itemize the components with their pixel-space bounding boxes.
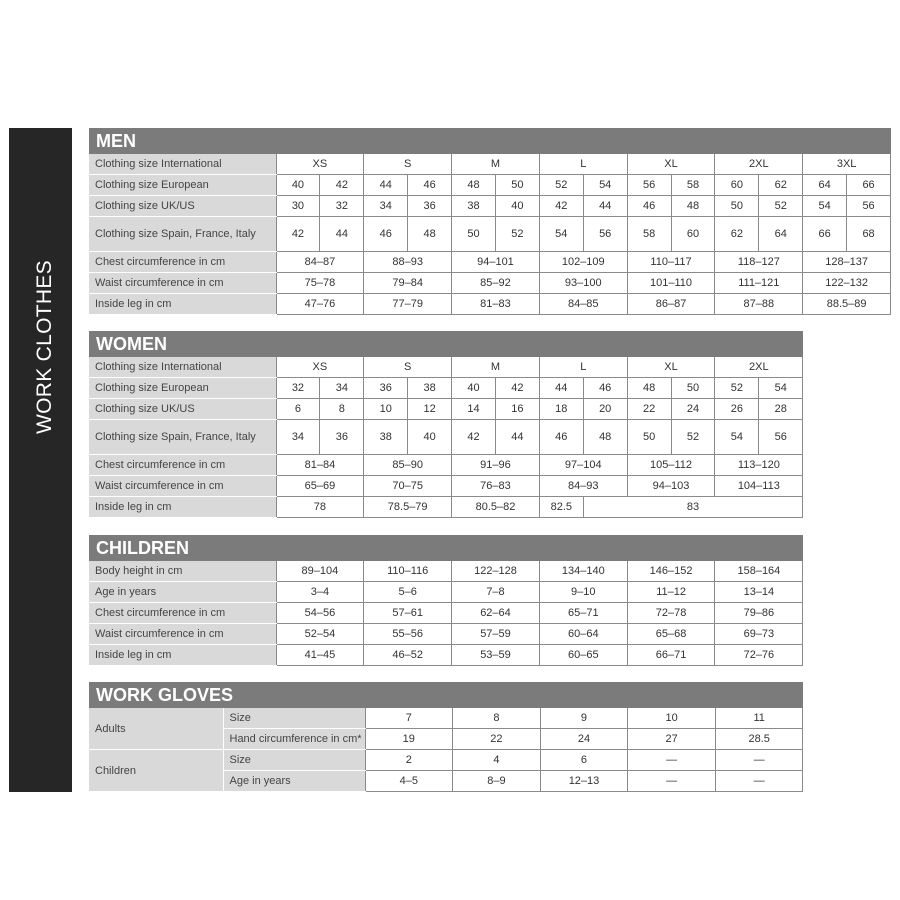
table-cell: 27 [628,729,716,750]
table-cell: 52 [539,175,583,196]
table-cell: 2 [365,750,453,771]
table-cell: 50 [452,217,496,252]
row-label: Age in years [89,582,276,603]
table-cell: 36 [364,378,408,399]
table-cell: 110–116 [364,561,452,582]
table-cell: 62 [715,217,759,252]
table-row [89,294,891,315]
men-section [89,128,891,315]
table-cell: 56 [583,217,627,252]
table-row [89,603,803,624]
table-cell: 102–109 [539,252,627,273]
table-cell: 60 [671,217,715,252]
row-label: Size [223,708,365,729]
table-cell: 28 [759,399,803,420]
table-cell: 9 [540,708,628,729]
table-cell: 78 [276,497,364,518]
table-row [89,455,803,476]
table-cell: S [364,154,452,175]
table-cell: 118–127 [715,252,803,273]
table-cell: 52 [671,420,715,455]
table-cell: 50 [671,378,715,399]
table-cell: 78.5–79 [364,497,452,518]
row-label: Body height in cm [89,561,276,582]
table-cell: 57–59 [452,624,540,645]
women-size-table [89,357,803,518]
table-cell: 60 [715,175,759,196]
table-cell: S [364,357,452,378]
children-section [89,535,803,666]
table-cell: 77–79 [364,294,452,315]
table-cell: 30 [276,196,320,217]
table-cell: 6 [276,399,320,420]
table-cell: 52 [715,378,759,399]
table-cell: L [539,154,627,175]
table-cell: XS [276,154,364,175]
table-cell: 72–78 [627,603,715,624]
table-cell: 46 [583,378,627,399]
table-cell: 66–71 [627,645,715,666]
table-cell: 24 [540,729,628,750]
table-cell: 20 [583,399,627,420]
table-row [89,561,803,582]
table-cell: 50 [715,196,759,217]
table-cell: 54 [803,196,847,217]
table-cell: 62 [759,175,803,196]
table-cell: 81–83 [452,294,540,315]
table-cell: 32 [320,196,364,217]
table-cell: 134–140 [539,561,627,582]
table-cell: 56 [627,175,671,196]
table-cell: 4–5 [365,771,453,792]
table-cell: 62–64 [452,603,540,624]
row-label: Size [223,750,365,771]
table-cell: 84–93 [539,476,627,497]
table-cell: 81–84 [276,455,364,476]
row-label: Clothing size Spain, France, Italy [89,217,276,252]
table-cell: 40 [276,175,320,196]
table-cell: 84–85 [539,294,627,315]
table-cell: 66 [847,175,891,196]
table-cell: 101–110 [627,273,715,294]
table-row [89,624,803,645]
table-row [89,582,803,603]
table-cell: 13–14 [715,582,803,603]
table-cell: 50 [627,420,671,455]
table-cell: 34 [320,378,364,399]
table-cell: 65–71 [539,603,627,624]
table-cell: 146–152 [627,561,715,582]
table-cell: 56 [847,196,891,217]
table-cell: 94–101 [452,252,540,273]
table-cell: 88.5–89 [803,294,891,315]
table-cell: 68 [847,217,891,252]
table-cell: 54 [759,378,803,399]
table-cell: 42 [320,175,364,196]
table-cell: 16 [495,399,539,420]
table-cell: 79–84 [364,273,452,294]
table-cell: 42 [495,378,539,399]
table-cell: 66 [803,217,847,252]
row-label: Waist circumference in cm [89,273,276,294]
row-label: Chest circumference in cm [89,252,276,273]
table-cell: 40 [408,420,452,455]
table-cell: 11–12 [627,582,715,603]
table-cell: 10 [628,708,716,729]
table-cell: 122–128 [452,561,540,582]
table-cell: 5–6 [364,582,452,603]
row-label: Waist circumference in cm [89,476,276,497]
group-label: Adults [89,708,223,750]
men-title: MEN [89,128,891,154]
table-cell: 48 [452,175,496,196]
table-cell: 93–100 [539,273,627,294]
table-cell: 36 [320,420,364,455]
table-cell: 46 [364,217,408,252]
table-cell: 55–56 [364,624,452,645]
row-label: Hand circumference in cm* [223,729,365,750]
women-section [89,331,803,518]
table-cell: 3–4 [276,582,364,603]
row-label: Clothing size International [89,357,276,378]
group-label: Children [89,750,223,792]
table-cell: 122–132 [803,273,891,294]
table-row [89,708,803,729]
table-cell: 40 [495,196,539,217]
table-cell: 111–121 [715,273,803,294]
table-row [89,252,891,273]
table-cell: 128–137 [803,252,891,273]
table-cell: 65–69 [276,476,364,497]
table-row [89,420,803,455]
table-cell: 83 [583,497,802,518]
table-cell: 85–90 [364,455,452,476]
table-cell: 54 [539,217,583,252]
table-cell: 89–104 [276,561,364,582]
table-cell: 8–9 [453,771,541,792]
table-cell: 2XL [715,154,803,175]
table-cell: 44 [583,196,627,217]
table-cell: 87–88 [715,294,803,315]
table-cell: 97–104 [539,455,627,476]
table-cell: 38 [364,420,408,455]
row-label: Clothing size Spain, France, Italy [89,420,276,455]
table-cell: 2XL [715,357,803,378]
table-cell: 22 [453,729,541,750]
table-cell: 44 [495,420,539,455]
table-cell: 40 [452,378,496,399]
table-cell: 69–73 [715,624,803,645]
row-label: Clothing size European [89,175,276,196]
table-row [89,217,891,252]
table-cell: 54 [583,175,627,196]
table-cell: M [452,154,540,175]
table-cell: 28.5 [715,729,803,750]
row-label: Waist circumference in cm [89,624,276,645]
table-cell: 48 [671,196,715,217]
table-cell: 18 [539,399,583,420]
table-cell: 113–120 [715,455,803,476]
table-cell: 46 [627,196,671,217]
table-cell: 46–52 [364,645,452,666]
table-row [89,357,803,378]
table-cell: 52 [759,196,803,217]
table-cell: 54 [715,420,759,455]
table-row [89,154,891,175]
table-cell: 42 [452,420,496,455]
table-cell: 48 [627,378,671,399]
table-cell: 38 [452,196,496,217]
table-cell: XS [276,357,364,378]
table-row [89,378,803,399]
table-cell: 82.5 [539,497,583,518]
table-row [89,175,891,196]
table-cell: XL [627,357,715,378]
table-cell: 8 [320,399,364,420]
table-cell: — [715,750,803,771]
table-row [89,273,891,294]
table-cell: 72–76 [715,645,803,666]
row-label: Clothing size UK/US [89,399,276,420]
table-cell: 79–86 [715,603,803,624]
row-label: Clothing size European [89,378,276,399]
men-size-table [89,154,891,315]
table-cell: 52–54 [276,624,364,645]
table-cell: — [628,750,716,771]
table-cell: 70–75 [364,476,452,497]
table-cell: 76–83 [452,476,540,497]
table-cell: 46 [408,175,452,196]
table-cell: 48 [408,217,452,252]
table-cell: 64 [759,217,803,252]
table-cell: — [628,771,716,792]
gloves-size-table [89,708,803,792]
table-cell: 52 [495,217,539,252]
table-cell: 36 [408,196,452,217]
table-cell: 24 [671,399,715,420]
table-cell: 46 [539,420,583,455]
row-label: Age in years [223,771,365,792]
table-cell: L [539,357,627,378]
table-cell: 58 [627,217,671,252]
table-cell: 91–96 [452,455,540,476]
sidebar-title: WORK CLOTHES [33,260,56,434]
table-cell: 57–61 [364,603,452,624]
table-cell: 6 [540,750,628,771]
gloves-section [89,682,803,792]
table-row [89,399,803,420]
row-label: Chest circumference in cm [89,603,276,624]
table-cell: 42 [276,217,320,252]
row-label: Inside leg in cm [89,645,276,666]
table-cell: — [715,771,803,792]
children-size-table [89,561,803,666]
table-cell: 22 [627,399,671,420]
table-cell: 32 [276,378,320,399]
table-cell: 3XL [803,154,891,175]
table-cell: 44 [539,378,583,399]
sidebar [9,128,72,792]
table-cell: 44 [320,217,364,252]
table-cell: 48 [583,420,627,455]
row-label: Inside leg in cm [89,497,276,518]
children-title: CHILDREN [89,535,803,561]
table-row [89,750,803,771]
table-cell: 7–8 [452,582,540,603]
table-cell: 38 [408,378,452,399]
gloves-title: WORK GLOVES [89,682,803,708]
table-cell: XL [627,154,715,175]
table-cell: 65–68 [627,624,715,645]
table-cell: 42 [539,196,583,217]
table-cell: 34 [364,196,408,217]
table-cell: 12–13 [540,771,628,792]
table-cell: 14 [452,399,496,420]
table-cell: 60–65 [539,645,627,666]
table-cell: 158–164 [715,561,803,582]
table-cell: 12 [408,399,452,420]
row-label: Clothing size International [89,154,276,175]
table-cell: 56 [759,420,803,455]
table-cell: 19 [365,729,453,750]
table-cell: 26 [715,399,759,420]
row-label: Clothing size UK/US [89,196,276,217]
row-label: Inside leg in cm [89,294,276,315]
table-cell: 7 [365,708,453,729]
table-cell: 104–113 [715,476,803,497]
table-cell: 85–92 [452,273,540,294]
table-cell: 54–56 [276,603,364,624]
table-row [89,497,803,518]
women-title: WOMEN [89,331,803,357]
table-cell: 4 [453,750,541,771]
table-cell: 86–87 [627,294,715,315]
table-cell: 10 [364,399,408,420]
table-cell: 50 [495,175,539,196]
table-cell: 75–78 [276,273,364,294]
table-cell: 41–45 [276,645,364,666]
table-row [89,476,803,497]
row-label: Chest circumference in cm [89,455,276,476]
table-cell: 44 [364,175,408,196]
table-cell: 94–103 [627,476,715,497]
table-cell: 64 [803,175,847,196]
table-cell: 53–59 [452,645,540,666]
table-cell: 88–93 [364,252,452,273]
table-cell: M [452,357,540,378]
table-row [89,645,803,666]
table-cell: 11 [715,708,803,729]
table-cell: 8 [453,708,541,729]
table-cell: 110–117 [627,252,715,273]
table-cell: 9–10 [539,582,627,603]
table-cell: 84–87 [276,252,364,273]
table-cell: 60–64 [539,624,627,645]
table-cell: 34 [276,420,320,455]
table-cell: 47–76 [276,294,364,315]
table-row [89,196,891,217]
table-cell: 105–112 [627,455,715,476]
table-cell: 80.5–82 [452,497,540,518]
table-cell: 58 [671,175,715,196]
